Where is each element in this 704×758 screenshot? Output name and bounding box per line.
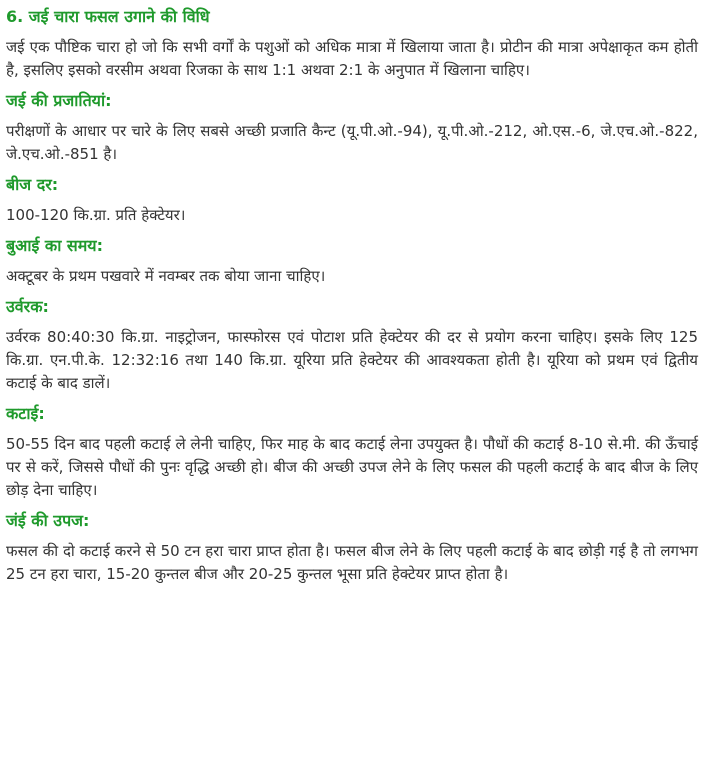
section-varieties bbox=[6, 90, 698, 166]
section-heading: जई की प्रजातियां: bbox=[6, 91, 112, 110]
section-seed-rate bbox=[6, 174, 698, 227]
section-paragraph: जई एक पौष्टिक चारा हो जो कि सभी वर्गों के पशुओं को अधिक मात्रा में खिलाया जाता है। प्रोटीन की मात्रा अपेक्षाकृत कम होती है, इसलिए इसको वरसीम अथवा रिजका के साथ 1:1 अथवा 2:1 के अनुपात में खिलाना चाहिए। bbox=[6, 38, 698, 79]
section-harvesting bbox=[6, 403, 698, 502]
section-heading: बुआई का समय: bbox=[6, 236, 103, 255]
section-heading: 6. जई चारा फसल उगाने की विधि bbox=[6, 7, 210, 26]
section-heading: कटाई: bbox=[6, 404, 45, 423]
section-heading: उर्वरक: bbox=[6, 297, 49, 316]
section-paragraph: अक्टूबर के प्रथम पखवारे में नवम्बर तक बोया जाना चाहिए। bbox=[6, 267, 326, 285]
section-paragraph: 50-55 दिन बाद पहली कटाई ले लेनी चाहिए, फिर माह के बाद कटाई लेना उपयुक्त है। पौधों की कटाई 8-10 से.मी. की ऊँचाई पर से करें, जिससे पौधों की पुनः वृद्धि अच्छी हो। बीज की अच्छी उपज लेने के लिए फसल की पहली कटाई के बाद बीज के लिए छोड़ देना चाहिए। bbox=[6, 435, 698, 499]
section-paragraph: 100-120 कि.ग्रा. प्रति हेक्टेयर। bbox=[6, 206, 186, 224]
section-oat-cultivation-method bbox=[6, 6, 698, 82]
section-heading: जंई की उपज: bbox=[6, 511, 90, 530]
section-paragraph: परीक्षणों के आधार पर चारे के लिए सबसे अच्छी प्रजाति कैन्ट (यू.पी.ओ.-94), यू.पी.ओ.-212, ओ.एस.-6, जे.एच.ओ.-822, जे.एच.ओ.-851 है। bbox=[6, 122, 698, 163]
section-yield bbox=[6, 510, 698, 586]
section-sowing-time bbox=[6, 235, 698, 288]
section-heading: बीज दर: bbox=[6, 175, 59, 194]
section-fertilizer bbox=[6, 296, 698, 395]
section-paragraph: फसल की दो कटाई करने से 50 टन हरा चारा प्राप्त होता है। फसल बीज लेने के लिए पहली कटाई के बाद छोड़ी गई है तो लगभग 25 टन हरा चारा, 15-20 कुन्तल बीज और 20-25 कुन्तल भूसा प्रति हेक्टेयर प्राप्त होता है। bbox=[6, 542, 698, 583]
section-paragraph: उर्वरक 80:40:30 कि.ग्रा. नाइट्रोजन, फास्फोरस एवं पोटाश प्रति हेक्टेयर की दर से प्रयोग करना चाहिए। इसके लिए 125 कि.ग्रा. एन.पी.के. 12:32:16 तथा 140 कि.ग्रा. यूरिया प्रति हेक्टेयर की आवश्यकता होती है। यूरिया को प्रथम एवं द्वितीय कटाई के बाद डालें। bbox=[6, 328, 698, 392]
